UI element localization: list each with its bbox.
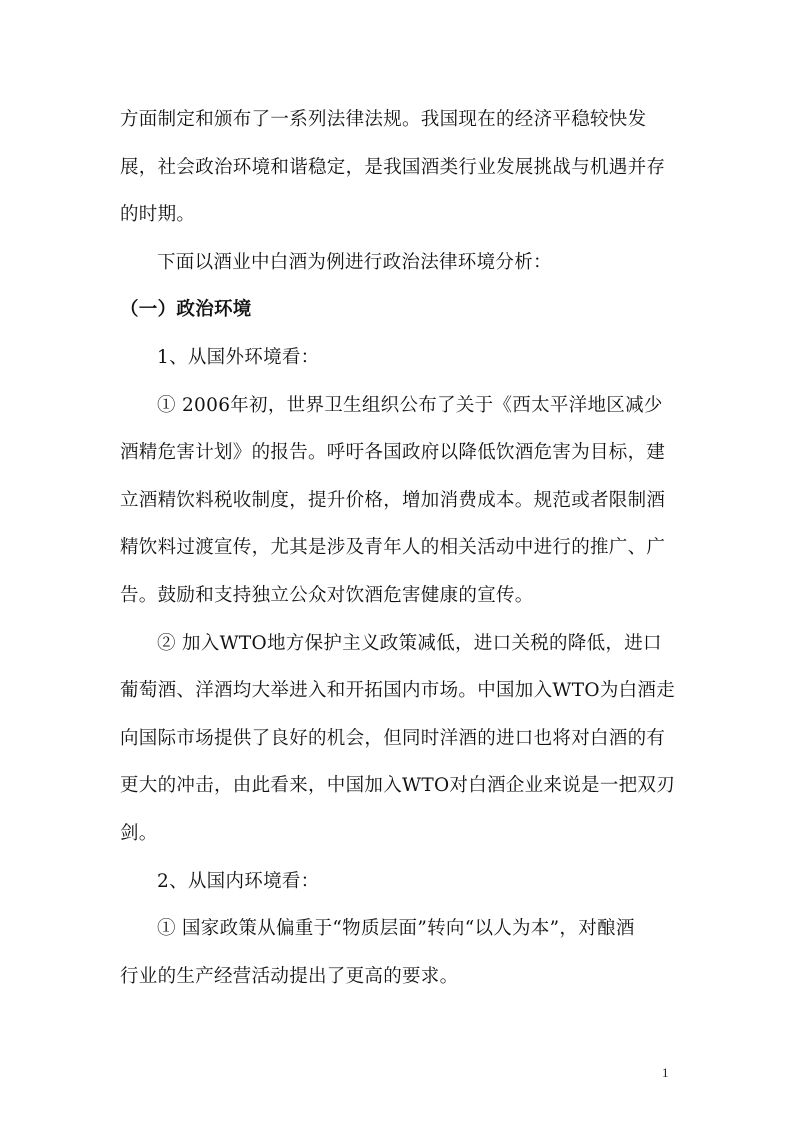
list-item-1: ① 2006年初，世界卫生组织公布了关于《西太平洋地区减少 bbox=[157, 394, 663, 416]
body-text bbox=[120, 96, 680, 1000]
subsection-heading: 1、从国外环境看： bbox=[157, 346, 320, 368]
section-heading: （一）政治环境 bbox=[120, 299, 252, 321]
paragraph-intro: 下面以酒业中白酒为例进行政治法律环境分析： bbox=[157, 251, 552, 273]
page-number: 1 bbox=[662, 1065, 669, 1080]
text-line: 展，社会政治环境和谐稳定，是我国酒类行业发展挑战与机遇并存 bbox=[120, 156, 666, 178]
text-line: 方面制定和颁布了一系列法律法规。我国现在的经济平稳较快发 bbox=[120, 109, 647, 130]
text-line: 葡萄酒、洋酒均大举进入和开拓国内市场。中国加入WTO为白酒走 bbox=[120, 680, 676, 702]
list-item-2: ② 加入WTO地方保护主义政策减低，进口关税的降低，进口 bbox=[157, 632, 662, 654]
text-line: 更大的冲击，由此看来，中国加入WTO对白酒企业来说是一把双刃 bbox=[120, 775, 676, 797]
text-line: 剑。 bbox=[120, 822, 158, 844]
text-line: 酒精危害计划》的报告。呼吁各国政府以降低饮酒危害为目标，建 bbox=[120, 442, 666, 464]
text-line: 精饮料过渡宣传，尤其是涉及青年人的相关活动中进行的推广、广 bbox=[120, 537, 666, 559]
text-line: 告。鼓励和支持独立公众对饮酒危害健康的宣传。 bbox=[120, 584, 534, 606]
subsection-heading: 2、从国内环境看： bbox=[157, 870, 320, 892]
list-item-3: ① 国家政策从偏重于“物质层面”转向“以人为本”，对酿酒 bbox=[157, 918, 635, 940]
text-line: 行业的生产经营活动提出了更高的要求。 bbox=[120, 965, 459, 987]
text-line: 的时期。 bbox=[120, 204, 196, 226]
text-line: 向国际市场提供了良好的机会，但同时洋酒的进口也将对白酒的有 bbox=[120, 727, 666, 749]
text-line: 立酒精饮料税收制度，提升价格，增加消费成本。规范或者限制酒 bbox=[120, 489, 666, 511]
